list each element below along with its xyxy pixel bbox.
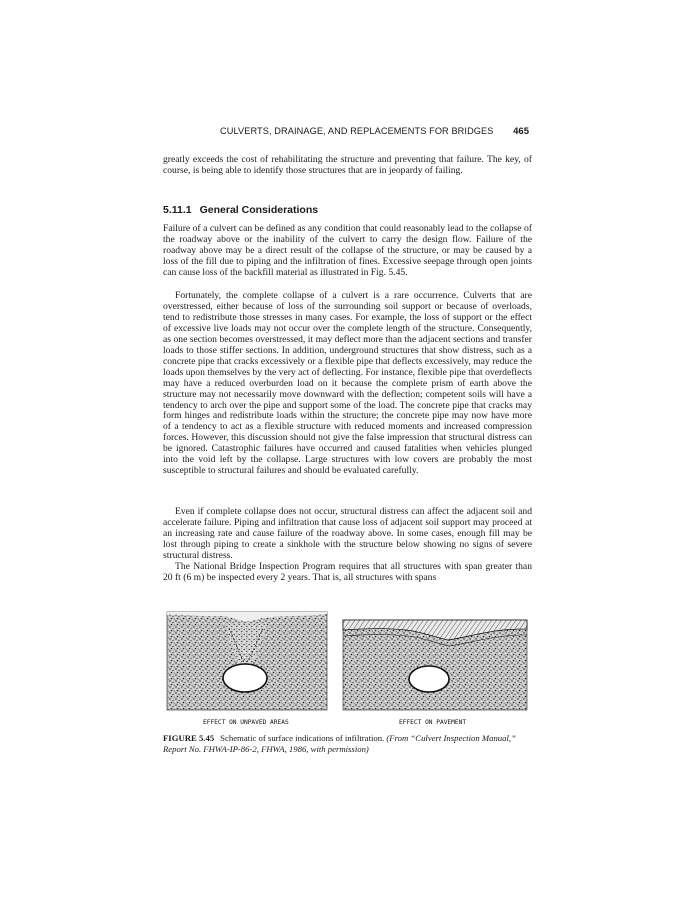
figure-5-45 <box>163 608 533 730</box>
section-number: 5.11.1 <box>163 204 192 216</box>
paragraph-intro: greatly exceeds the cost of rehabilitating the structure and preventing that failure. The key, of course, is being able to identify those structures that are in jeopardy of failing. <box>163 154 532 176</box>
right-panel-label: EFFECT ON PAVEMENT <box>399 719 467 726</box>
paragraph-failure-definition: Failure of a culvert can be defined as any condition that could reasonably lead to the collapse of the roadway above or the inability of the culvert to carry the design flow. Failure of the roadway above may be a direct result of the collapse of the structure, or may be caused by a loss of the fill due to piping and the infiltration of fines. Excessive seepage through open joints can cause loss of the backfill material as illustrated in Fig. 5.45. <box>163 223 532 278</box>
figure-label: FIGURE 5.45 <box>163 733 215 743</box>
running-head-title: CULVERTS, DRAINAGE, AND REPLACEMENTS FOR BRIDGES <box>220 126 494 136</box>
figure-caption <box>163 733 532 755</box>
section-title: General Considerations <box>199 204 319 216</box>
left-panel-label: EFFECT ON UNPAVED AREAS <box>203 719 289 726</box>
running-head <box>163 126 533 140</box>
paragraph-structural-distress: Even if complete collapse does not occur, structural distress can affect the adjacent soil and accelerate failure. Piping and infiltration that cause loss of adjacent soil support may proceed at an increasing rate and cause failure of the roadway above. In some cases, enough fill may be lost through piping to create a sinkhole with the structure below showing no signs of severe structural distress. <box>163 506 532 561</box>
pavement-panel <box>343 620 527 710</box>
paragraph-inspection-program: The National Bridge Inspection Program requires that all structures with span greater than 20 ft (6 m) be inspected every 2 years. That is, all structures with spans <box>163 561 532 583</box>
section-heading <box>163 204 318 216</box>
caption-source: (From “Culvert Inspection Manual,” Report No. FHWA-IP-86-2, FHWA, 1986, with permission) <box>163 733 516 754</box>
paragraph-collapse: Fortunately, the complete collapse of a culvert is a rare occurrence. Culverts that are overstressed, either because of loss of the surrounding soil support or because of overloads, tend to redistribute those stresses in many cases. For example, the loss of support or the effect of excessive live loads may not occur over the complete length of the structure. Consequently, as one section becomes overstressed, it may deflect more than the adjacent sections and transfer loads to those stiffer sections. In addition, underground structures that show distress, such as a concrete pipe that cracks excessively or a flexible pipe that deflects excessively, may reduce the loads upon themselves by the very act of deflecting. For instance, flexible pipe that overdeflects may have a reduced overburden load on it because the complete prism of earth above the structure may not necessarily move downward with the deflection; competent soils will have a tendency to arch over the pipe and support some of the load. The concrete pipe that cracks may form hinges and redistribute loads within the structure; the concrete pipe may now have more of a tendency to act as a flexible structure with reduced moments and increased compression forces. However, this discussion should not give the false impression that structural distress can be ignored. Catastrophic failures have occurred and caused fatalities when vehicles plunged into the void left by the collapse. Large structures with low covers are probably the most susceptible to structural failures and should be evaluated carefully. <box>163 290 532 477</box>
caption-text: Schematic of surface indications of infiltration. <box>220 733 385 743</box>
unpaved-panel <box>167 612 327 710</box>
page-number: 465 <box>513 126 529 137</box>
